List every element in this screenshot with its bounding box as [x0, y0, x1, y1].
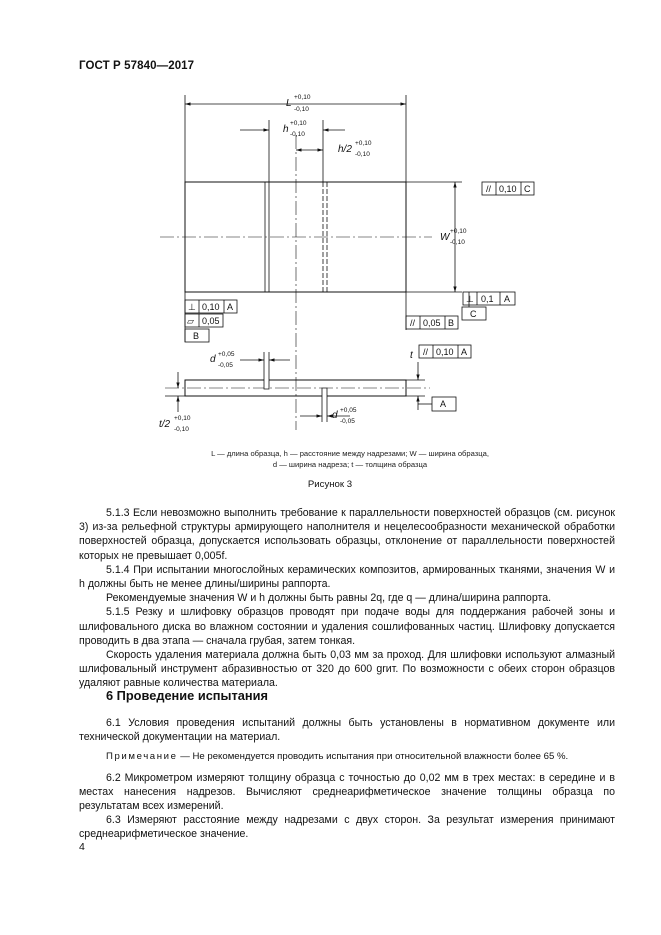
datum-b-label: B: [193, 331, 200, 341]
datum-c-label: C: [470, 309, 477, 319]
frame-perp-a-right-symbol: ⊥: [466, 294, 474, 304]
paragraph-5-1-5: 5.1.5 Резку и шлифовку образцов проводят при подаче воды для поддержания рабочей зоны и шлифовального диска во влажном состоянии и удаления сошлифованных частиц. Шлифовку допускается проводить в два этапа — сначала грубая, затем тонкая.: [79, 606, 615, 647]
paragraph-6-1: 6.1 Условия проведения испытаний должны быть установлены в нормативном документе или технической документации на материал.: [79, 717, 615, 744]
frame-perp-a-left-symbol: ⊥: [188, 302, 196, 312]
dim-h-tol-upper: +0,10: [290, 120, 307, 127]
note-text: — Не рекомендуется проводить испытания при относительной влажности более 65 %.: [177, 751, 569, 763]
dim-d-bottom-tol-lower: -0,05: [340, 418, 355, 425]
paragraph-5-1-4: 5.1.4 При испытании многослойных керамических композитов, армированных тканями, значения W и h должны быть не менее длины/ширины раппорта.: [79, 563, 615, 591]
document-header: ГОСТ Р 57840—2017: [79, 60, 195, 72]
dim-h2-symbol: h/2: [338, 144, 352, 155]
dim-L-symbol: L: [286, 98, 292, 109]
dim-t2-symbol: t/2: [159, 419, 171, 430]
dim-L-tol-lower: -0,10: [294, 106, 309, 113]
frame-parallel-c-value: 0,10: [499, 184, 517, 194]
figure-legend-line-1: L — длина образца, h — расстояние между надрезами; W — ширина образца,: [211, 449, 489, 458]
dim-W-tol-upper: +0,10: [450, 228, 467, 235]
figure-legend-line-2: d — ширина надреза; t — толщина образца: [272, 460, 428, 469]
note: [79, 750, 615, 764]
frame-parallel-a-value: 0,10: [436, 347, 454, 357]
frame-flatness-symbol: ▱: [187, 316, 194, 326]
paragraph-6-2: 6.2 Микрометром измеряют толщину образца с точностью до 0,02 мм в трех местах: в середине и в местах нанесения надрезов. Вычисляют среднеарифметическое значение толщины образца по результатам всех измерений.: [79, 771, 615, 813]
paragraph-5-1-3: 5.1.3 Если невозможно выполнить требование к параллельности поверхностей образцов (см. рисунок 3) из-за рельефной структуры армирующего наполнителя и нецелесообразности механической обработки поверхностей образца, допускается использовать образцы, отклонение от параллельности поверхностей которых не превышает 0,005f.: [79, 507, 615, 562]
dim-t2-tol-upper: +0,10: [174, 415, 191, 422]
dim-h-symbol: h: [283, 124, 289, 135]
frame-perp-a-right-datum: A: [504, 294, 511, 304]
dim-h-tol-lower: -0,10: [290, 131, 305, 138]
note-label: Примечание: [106, 751, 178, 763]
dim-h2-tol-upper: +0,10: [355, 140, 372, 147]
dim-d-bottom-symbol: d: [332, 410, 338, 421]
paragraph-5-1-5-speed: Скорость удаления материала должна быть 0,03 мм за проход. Для шлифовки используют алмазный шлифовальный инструмент абразивностью от 320 до 600 grит. По возможности с обеих сторон образцов удаляют равные количества материала.: [79, 649, 615, 690]
dim-L-tol-upper: +0,10: [294, 94, 311, 101]
frame-parallel-b-symbol: //: [410, 318, 416, 328]
page-number: 4: [79, 841, 85, 853]
dim-d-top-symbol: d: [210, 354, 216, 365]
frame-parallel-b-value: 0,05: [423, 318, 441, 328]
paragraph-6-3: 6.3 Измеряют расстояние между надрезами с двух сторон. За результат измерения принимают среднеарифметическое значение.: [79, 814, 615, 841]
section-5-text: [79, 506, 615, 691]
dim-t2-tol-lower: -0,10: [174, 426, 189, 433]
dim-W-symbol: W: [440, 232, 450, 243]
frame-flatness-value: 0,05: [202, 316, 220, 326]
dim-W-tol-lower: -0,10: [450, 239, 465, 246]
frame-parallel-a-datum: A: [461, 347, 468, 357]
dim-h2-tol-lower: -0,10: [355, 151, 370, 158]
frame-parallel-c-symbol: //: [486, 184, 492, 194]
frame-perp-a-left-value: 0,10: [202, 302, 220, 312]
paragraph-5-1-4-recommend: Рекомендуемые значения W и h должны быть равны 2q, где q — длина/ширина раппорта.: [106, 592, 552, 605]
dim-t-symbol: t: [410, 350, 413, 361]
frame-perp-a-right-value: 0,1: [481, 294, 494, 304]
section-6-title: 6 Проведение испытания: [106, 688, 268, 703]
frame-parallel-b-datum: B: [448, 318, 455, 328]
frame-parallel-a-symbol: //: [423, 347, 429, 357]
dim-d-top-tol-upper: +0,05: [218, 351, 235, 358]
section-6-text: [79, 716, 615, 842]
frame-perp-a-left-datum: A: [227, 302, 234, 312]
dim-d-bottom-tol-upper: +0,05: [340, 407, 357, 414]
figure-caption: Рисунок 3: [307, 479, 353, 490]
dim-d-top-tol-lower: -0,05: [218, 362, 233, 369]
datum-a-label: A: [440, 399, 447, 409]
frame-parallel-c-datum: C: [524, 184, 531, 194]
